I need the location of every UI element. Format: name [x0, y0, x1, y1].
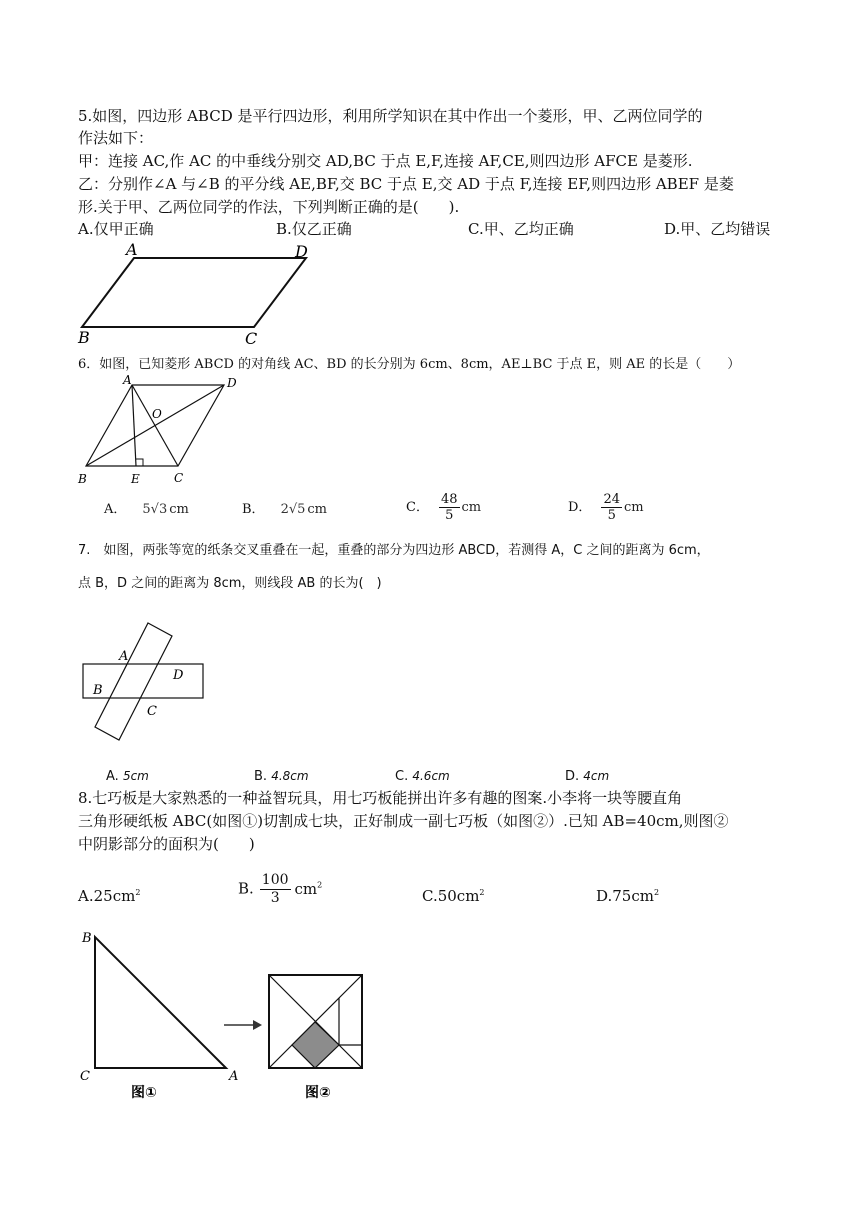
q6-label-a: A	[123, 373, 132, 387]
q7-option-c: C. 4.6cm	[395, 769, 450, 784]
q5-line-3: 甲：连接 AC,作 AC 的中垂线分别交 AD,BC 于点 E,F,连接 AF,CE,则四边形 AFCE 是菱形.	[78, 152, 693, 170]
q8-option-c: $C.50cm^2$	[422, 887, 485, 905]
q7-label-b: B	[93, 683, 103, 698]
q5-line-1: 5.如图，四边形 ABCD 是平行四边形，利用所学知识在其中作出一个菱形，甲、乙两位同学的	[78, 107, 703, 125]
tangram-line-3	[269, 1045, 292, 1068]
q8-label-a: A	[229, 1069, 239, 1084]
q5-label-c: C	[245, 329, 258, 348]
q7-option-d: D. 4cm	[565, 769, 610, 784]
q8-line-1: 8.七巧板是大家熟悉的一种益智玩具，用七巧板能拼出许多有趣的图案.小李将一块等腰直角	[78, 789, 683, 807]
q5-option-a: A.仅甲正确	[78, 220, 154, 238]
q7-line-1: 7. 如图，两张等宽的纸条交叉重叠在一起，重叠的部分为四边形 ABCD，若测得 A，C 之间的距离为 6cm，	[78, 543, 710, 558]
q7-option-a: A. 5cm	[106, 769, 149, 784]
q8-line-2: 三角形硬纸板 ABC(如图①)切割成七块，正好制成一副七巧板（如图②）.已知 AB=40cm,则图②	[78, 812, 729, 830]
q5-line-4: 乙：分别作∠A 与∠B 的平分线 AE,BF,交 BC 于点 E,交 AD 于点 F,连接 EF,则四边形 ABEF 是菱	[78, 175, 734, 193]
q5-line-5: 形.关于甲、乙两位同学的作法，下列判断正确的是( ).	[78, 198, 460, 216]
q6-option-c: C． $\frac{48}{5}$ cm	[406, 492, 482, 523]
q7-label-a: A	[119, 649, 129, 664]
q6-option-d: D． $\frac{24}{5}$ cm	[568, 492, 644, 523]
q5-option-b: B.仅乙正确	[276, 220, 352, 238]
q5-option-d: D.甲、乙均错误	[664, 220, 771, 238]
q6-label-d: D	[227, 376, 237, 390]
q6-label-o: O	[152, 407, 162, 421]
q6-label-b: B	[78, 472, 87, 486]
arrow-icon	[253, 1020, 262, 1030]
q5-label-a: A	[126, 240, 138, 259]
q6-option-a: A． 5√3 cm	[104, 502, 189, 517]
q7-label-c: C	[147, 704, 157, 719]
q6-label-c: C	[174, 471, 184, 485]
q8-option-b: B. $\frac{100}{3}$ $cm^2$	[238, 872, 323, 906]
q8-option-a: $A.25cm^2$	[78, 887, 141, 905]
q7-line-2: 点 B，D 之间的距离为 8cm，则线段 AB 的长为( )	[78, 576, 382, 591]
q8-fig1-caption: 图①	[131, 1085, 157, 1101]
q5-label-d: D	[295, 242, 308, 261]
q6-option-b: B． 2√5 cm	[242, 502, 327, 517]
q5-line-2: 作法如下：	[78, 129, 154, 147]
q5-label-b: B	[78, 328, 90, 347]
q8-line-3: 中阴影部分的面积为( )	[78, 835, 255, 853]
q8-option-d: $D.75cm^2$	[596, 887, 660, 905]
q8-fig2-caption: 图②	[305, 1085, 331, 1101]
q7-option-b: B. 4.8cm	[254, 769, 309, 784]
q6-text: 6．如图，已知菱形 ABCD 的对角线 AC、BD 的长分别为 6cm、8cm，AE⊥BC 于点 E，则 AE 的长是（ ）	[78, 357, 741, 372]
right-triangle-abc	[95, 937, 226, 1068]
q8-label-b: B	[82, 931, 92, 946]
shaded-square	[292, 1022, 339, 1068]
q8-label-c: C	[80, 1069, 90, 1084]
q7-label-d: D	[173, 668, 184, 683]
q5-option-c: C.甲、乙均正确	[468, 220, 574, 238]
q6-label-e: E	[131, 472, 140, 486]
